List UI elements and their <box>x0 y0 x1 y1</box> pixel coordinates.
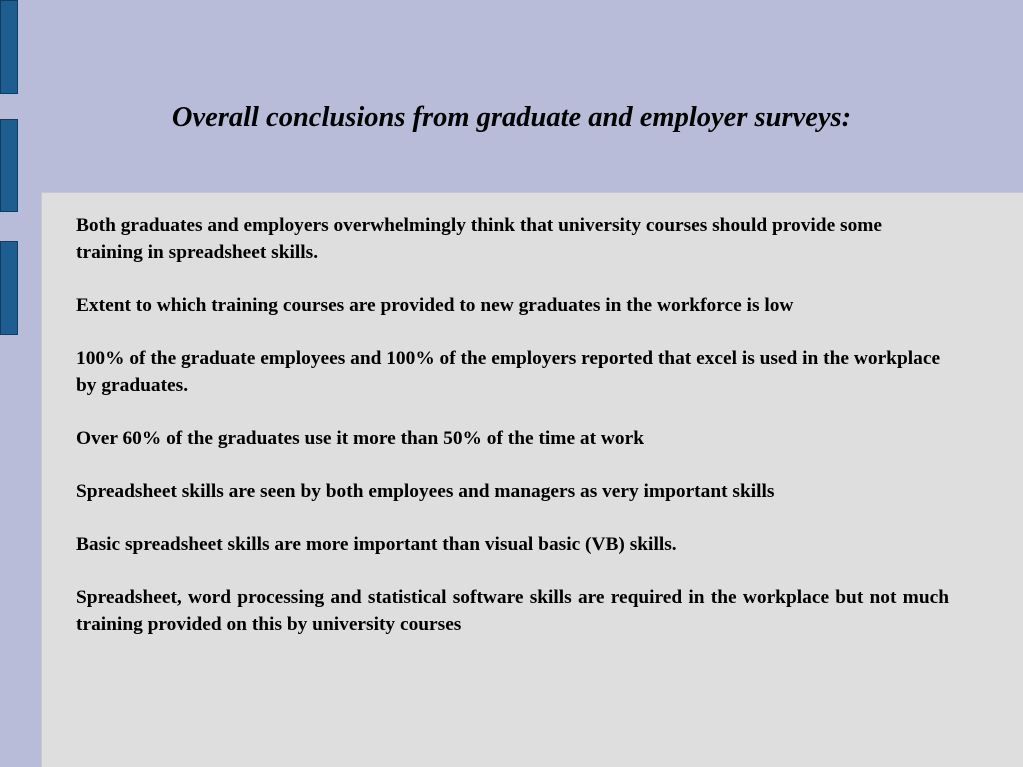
conclusion-paragraph: Basic spreadsheet skills are more important than visual basic (VB) skills. <box>76 534 677 555</box>
conclusion-paragraph: Over 60% of the graduates use it more than 50% of the time at work <box>76 428 644 449</box>
conclusion-paragraph: 100% of the graduate employees and 100% of the employers reported that excel is used in the workplace by graduates. <box>76 348 941 396</box>
conclusion-paragraph: Both graduates and employers overwhelmingly think that university courses should provide some training in spreadsheet skills. <box>76 215 883 263</box>
conclusion-paragraph: Spreadsheet, word processing and statistical software skills are required in the workplace but not much training provided on this by university courses <box>76 587 949 635</box>
slide-title: Overall conclusions from graduate and employer surveys: <box>171 102 852 133</box>
content-panel <box>41 192 1023 767</box>
decorative-bar-bottom <box>0 241 18 335</box>
decorative-bar-top <box>0 0 18 94</box>
conclusion-paragraph: Extent to which training courses are provided to new graduates in the workforce is low <box>76 295 794 316</box>
content-body <box>76 212 949 664</box>
conclusion-paragraph: Spreadsheet skills are seen by both employees and managers as very important skills <box>76 481 775 502</box>
